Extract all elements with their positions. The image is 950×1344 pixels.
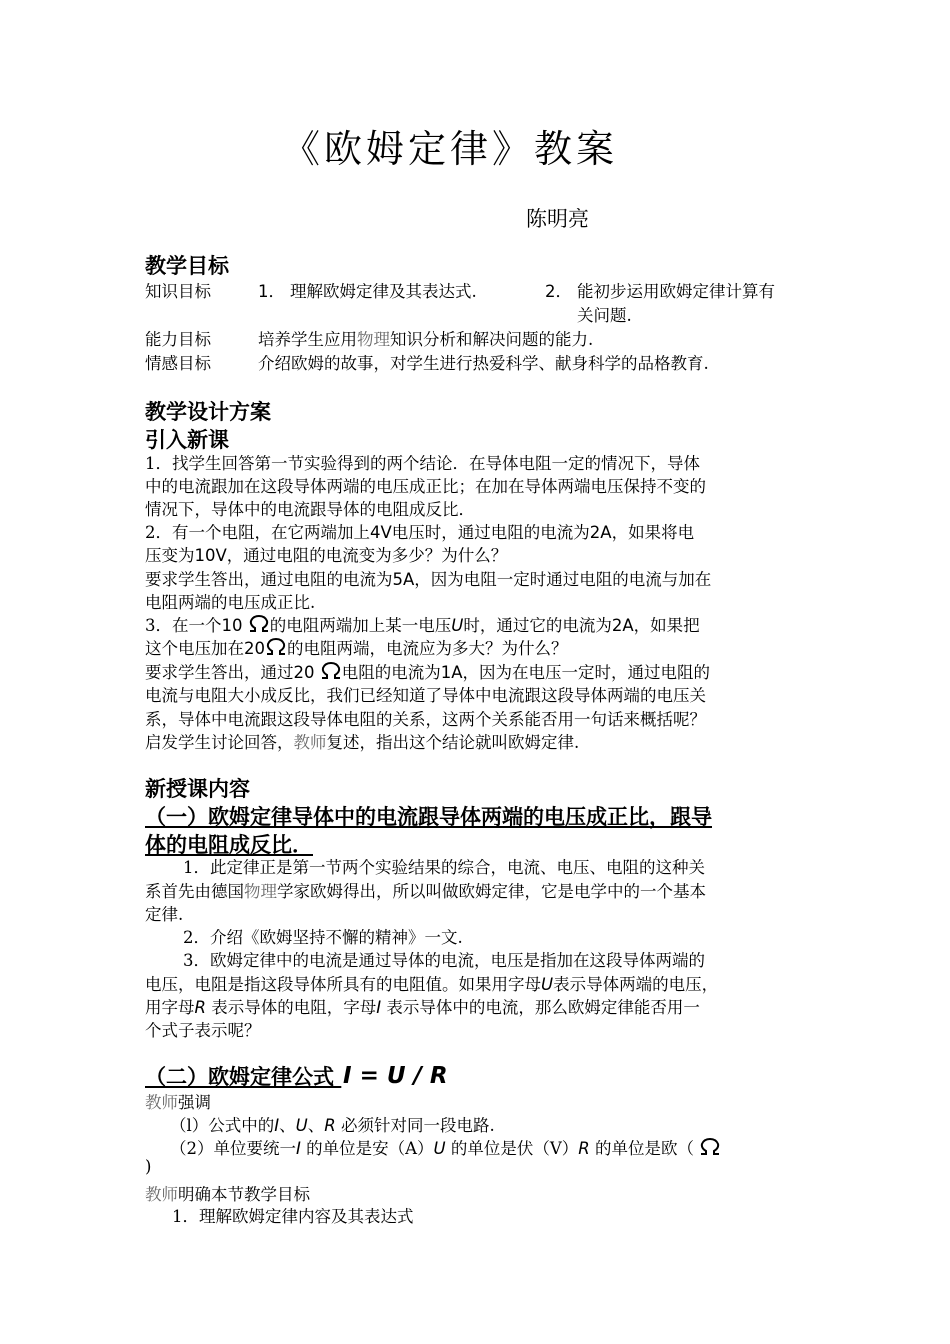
- paragraph-line: 系首先由德国物理学家欧姆得出，所以叫做欧姆定律，它是电学中的一个基本: [145, 882, 706, 901]
- paragraph-line: 1．找学生回答第一节实验得到的两个结论．在导体电阻一定的情况下，导体: [145, 454, 700, 473]
- paragraph-line: 个式子表示呢？: [145, 1021, 261, 1040]
- goal-item-text-continued: 关问题.: [577, 306, 632, 325]
- paragraph-line: 教师强调: [145, 1093, 211, 1112]
- paragraph-line: 3．在一个10 的电阻两端加上某一电压U时，通过它的电流为2A，如果把: [145, 616, 700, 635]
- formula-text: I = U / R: [343, 1063, 448, 1089]
- paragraph-line: （2）单位要统一I 的单位是安（A）U 的单位是伏（V）R 的单位是欧（: [170, 1135, 721, 1159]
- paragraph-line: 要求学生答出，通过电阻的电流为5A，因为电阻一定时通过电阻的电流与加在: [145, 570, 712, 589]
- formula-drawing: [341, 1062, 448, 1089]
- paragraph-line: 电流与电阻大小成反比，我们已经知道了导体中电流跟这段导体两端的电压关: [145, 686, 706, 705]
- goal-item-text: 能初步运用欧姆定律计算有: [577, 282, 775, 301]
- document-title: 《欧姆定律》教案: [282, 127, 619, 171]
- ability-goal-label: 能力目标: [145, 330, 211, 349]
- goal-item-number: 2．: [545, 282, 572, 301]
- paragraph-line: 用字母R 表示导体的电阻，字母I 表示导体中的电流，那么欧姆定律能否用一: [145, 998, 700, 1017]
- paragraph-line: 启发学生讨论回答，教师复述，指出这个结论就叫欧姆定律.: [145, 733, 580, 752]
- paragraph-line: 要求学生答出，通过20 电阻的电流为1A，因为在电压一定时，通过电阻的: [145, 663, 711, 682]
- paragraph-line: 系，导体中电流跟这段导体电阻的关系，这两个关系能否用一句话来概括呢？: [145, 710, 706, 729]
- subsection-heading: （一）欧姆定律导体中的电流跟导体两端的电压成正比，跟导: [145, 805, 712, 829]
- paragraph-line: 中的电流跟加在这段导体两端的电压成正比；在加在导体两端电压保持不变的: [145, 477, 706, 496]
- ohm-symbol-icon: [320, 662, 342, 680]
- ohm-law-formula: [341, 1062, 448, 1093]
- paragraph-line: ): [145, 1157, 152, 1176]
- ability-goal-line: [145, 326, 594, 350]
- ohm-symbol-icon: [248, 615, 270, 633]
- subsection-heading: 体的电阻成反比．: [145, 833, 313, 857]
- emotion-goal-label: 情感目标: [145, 354, 211, 373]
- new-content-heading: 新授课内容: [145, 777, 250, 801]
- paragraph-line: 3．欧姆定律中的电流是通过导体的电流，电压是指加在这段导体两端的: [183, 951, 705, 970]
- goal-item-text: 理解欧姆定律及其表达式.: [290, 282, 477, 301]
- paragraph-line: （l）公式中的I、U、R 必须针对同一段电路.: [170, 1116, 495, 1135]
- formula-heading: （二）欧姆定律公式 I = U / R: [145, 1061, 423, 1093]
- ohm-symbol-icon: [699, 1138, 721, 1156]
- design-heading: 教学设计方案: [145, 400, 271, 424]
- paragraph-line: 压变为10V，通过电阻的电流变为多少？为什么？: [145, 546, 508, 565]
- paragraph-line: 这个电压加在20 的电阻两端，电流应为多大？为什么？: [145, 639, 568, 658]
- paragraph-line: 定律.: [145, 905, 184, 924]
- paragraph-line: 1．理解欧姆定律内容及其表达式: [172, 1207, 414, 1226]
- paragraph-line: 2．介绍《欧姆坚持不懈的精神》一文.: [183, 928, 463, 947]
- intro-heading: 引入新课: [145, 428, 229, 452]
- paragraph-line: 电压，电阻是指这段导体所具有的电阻值。如果用字母U表示导体两端的电压，: [145, 975, 719, 994]
- paragraph-line: 1．此定律正是第一节两个实验结果的综合，电流、电压、电阻的这种关: [183, 858, 705, 877]
- paragraph-line: 2．有一个电阻，在它两端加上4V电压时，通过电阻的电流为2A，如果将电: [145, 523, 695, 542]
- author-name: 陈明亮: [526, 207, 589, 231]
- paragraph-line: 电阻两端的电压成正比.: [145, 593, 316, 612]
- paragraph-line: 情况下，导体中的电流跟导体的电阻成反比．: [145, 500, 475, 519]
- teaching-goals-heading: 教学目标: [145, 254, 229, 278]
- knowledge-goal-line: [145, 278, 775, 302]
- paragraph-line: 教师明确本节教学目标: [145, 1185, 310, 1204]
- knowledge-goal-label: 知识目标: [145, 282, 211, 301]
- ability-goal-text: 培养学生应用物理知识分析和解决问题的能力.: [258, 330, 594, 349]
- goal-item-number: 1．: [258, 282, 285, 301]
- ohm-symbol-icon: [265, 638, 287, 656]
- emotion-goal-text: 介绍欧姆的故事，对学生进行热爱科学、献身科学的品格教育.: [258, 354, 709, 373]
- emotion-goal-line: [145, 350, 709, 374]
